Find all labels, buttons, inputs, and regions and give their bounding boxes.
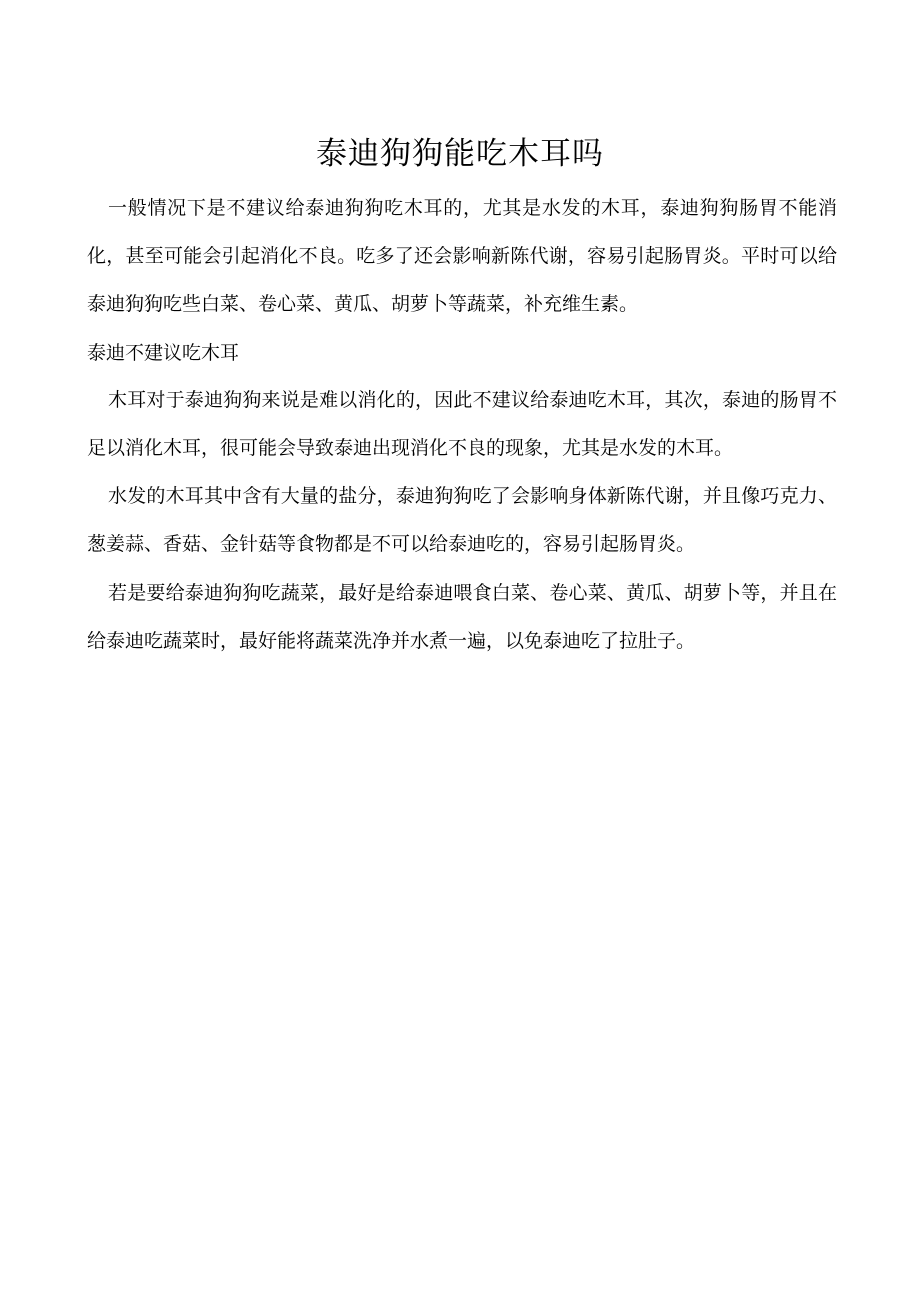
paragraph-intro: 一般情况下是不建议给泰迪狗狗吃木耳的，尤其是水发的木耳，泰迪狗狗肠胃不能消化，甚至可能会引起消化不良。吃多了还会影响新陈代谢，容易引起肠胃炎。平时可以给泰迪狗狗吃些白菜、卷心菜、黄瓜、胡萝卜等蔬菜，补充维生素。 [87, 197, 837, 315]
document-title: 泰迪狗狗能吃木耳吗 [316, 136, 604, 172]
paragraph-salt: 水发的木耳其中含有大量的盐分，泰迪狗狗吃了会影响身体新陈代谢，并且像巧克力、葱姜蒜、香菇、金针菇等食物都是不可以给泰迪吃的，容易引起肠胃炎。 [87, 485, 837, 555]
paragraph-vegetables: 若是要给泰迪狗狗吃蔬菜，最好是给泰迪喂食白菜、卷心菜、黄瓜、胡萝卜等，并且在给泰迪吃蔬菜时，最好能将蔬菜洗净并水煮一遍，以免泰迪吃了拉肚子。 [87, 582, 837, 652]
paragraph-digestion: 木耳对于泰迪狗狗来说是难以消化的，因此不建议给泰迪吃木耳，其次，泰迪的肠胃不足以消化木耳，很可能会导致泰迪出现消化不良的现象，尤其是水发的木耳。 [87, 389, 837, 459]
section-subheading: 泰迪不建议吃木耳 [87, 342, 240, 364]
